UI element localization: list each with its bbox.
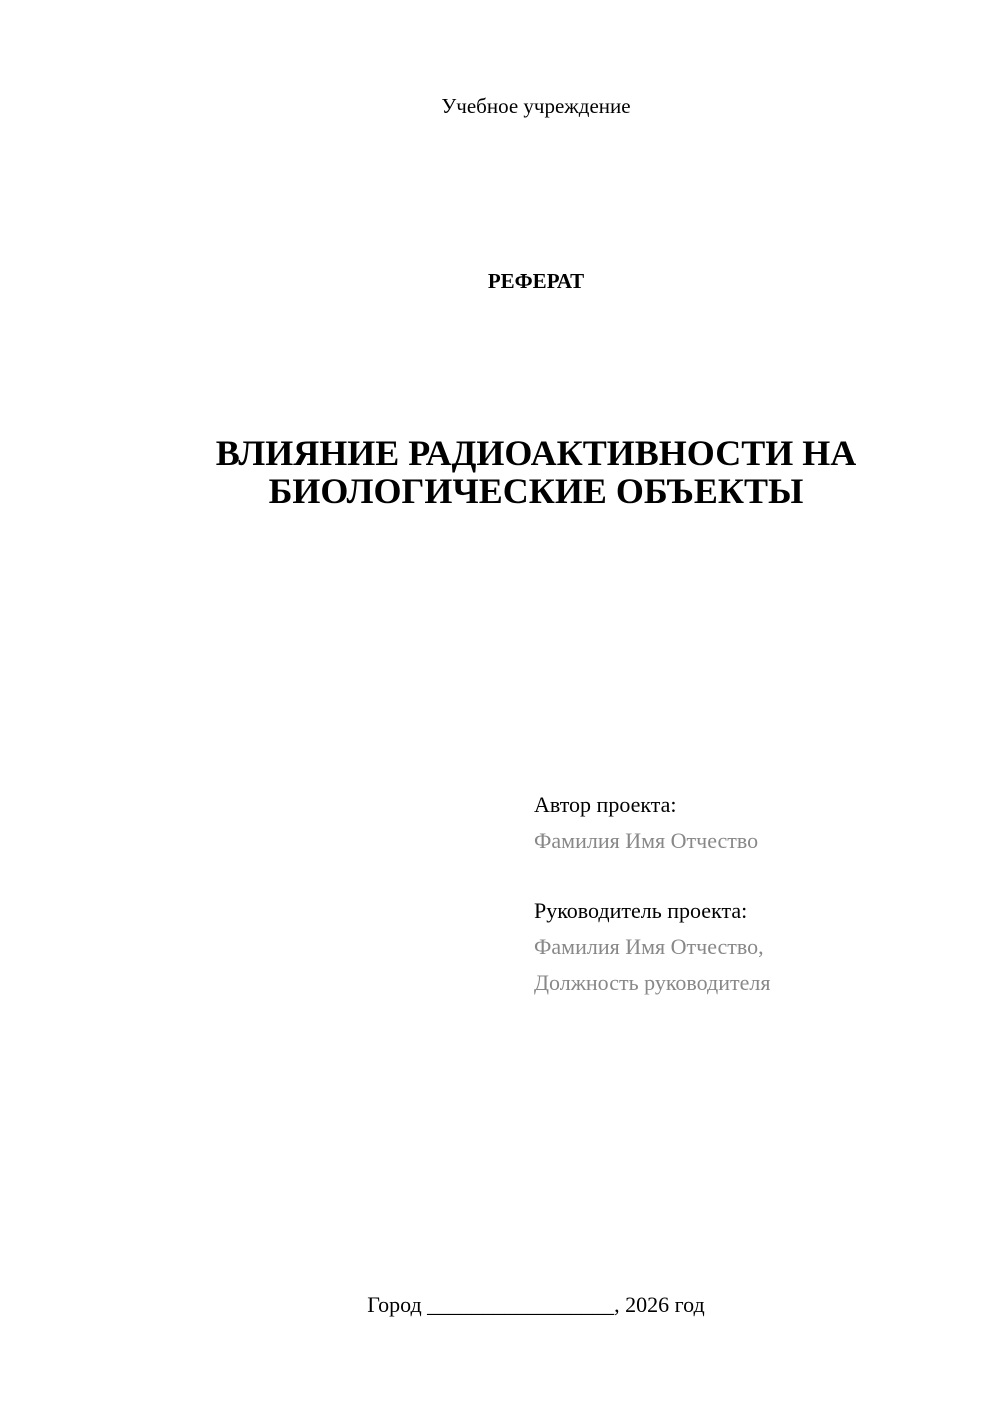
document-title: [150, 434, 922, 510]
institution-name: Учебное учреждение: [441, 94, 631, 118]
supervisor-position: Должность руководителя: [534, 970, 771, 995]
document-title-line-2: БИОЛОГИЧЕСКИЕ ОБЪЕКТЫ: [268, 471, 804, 511]
author-label: Автор проекта:: [534, 792, 677, 817]
document-title-line-1: ВЛИЯНИЕ РАДИОАКТИВНОСТИ НА: [215, 433, 857, 473]
city-blank: _________________: [427, 1292, 615, 1317]
document-type: РЕФЕРАТ: [487, 269, 585, 293]
city-label: Город: [367, 1292, 422, 1317]
city-year-line: [0, 1291, 1000, 1319]
project-people-block: [534, 787, 954, 1001]
supervisor-name: Фамилия Имя Отчество,: [534, 934, 764, 959]
spacer: [534, 859, 954, 893]
year-text: , 2026 год: [614, 1292, 705, 1317]
author-name: Фамилия Имя Отчество: [534, 828, 759, 853]
supervisor-label: Руководитель проекта:: [534, 898, 748, 923]
